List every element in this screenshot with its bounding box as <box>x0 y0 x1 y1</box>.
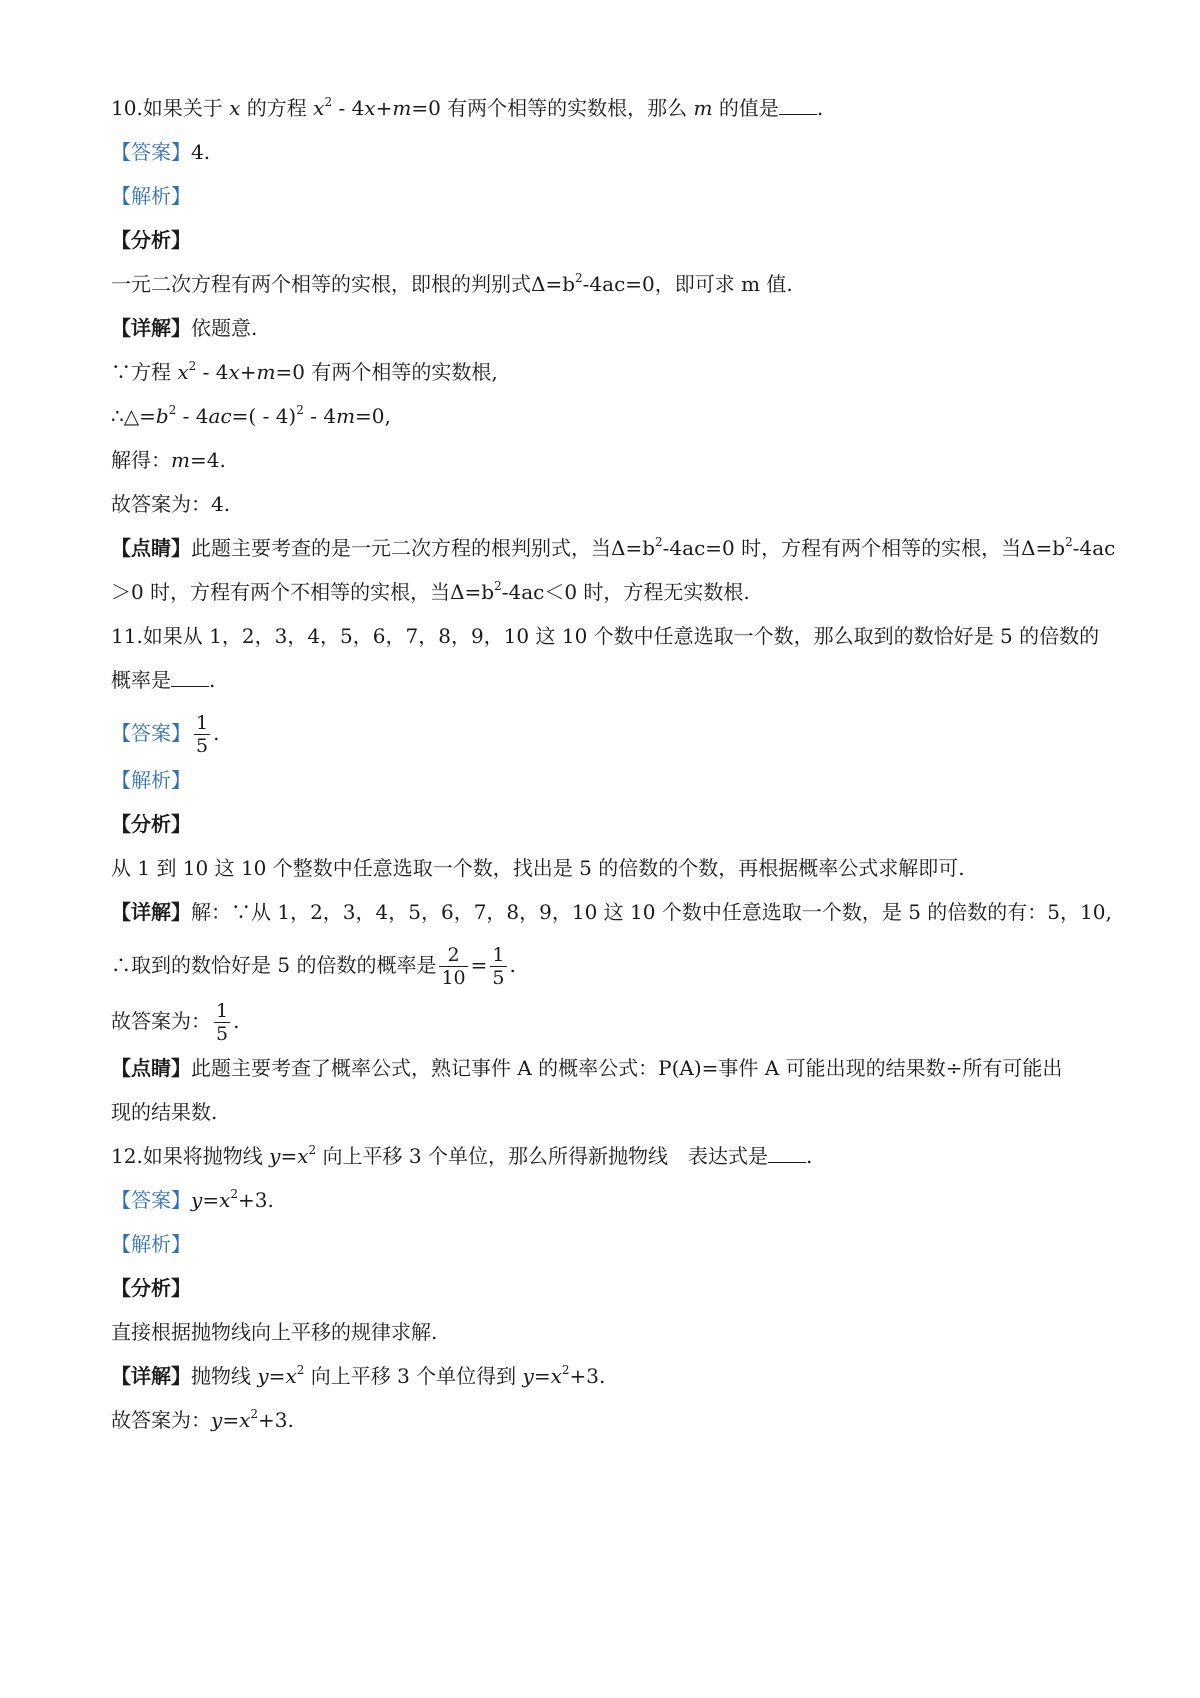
fraction: $\frac{1}{5}$ <box>492 944 505 989</box>
q10-step3: 解得：m=4. <box>111 448 226 472</box>
q11-detail: 【详解】解：∵从 1，2，3，4，5，6，7，8，9，10 这 10 个数中任意选取一个数，是 5 的倍数的有：5，10, <box>111 900 1112 924</box>
answer-blank <box>768 1144 806 1163</box>
q12-final: 故答案为：$y=x^2+3$. <box>111 1407 294 1432</box>
q10-comment-line2: ＞0 时，方程有两个不相等的实根，当$\Delta=b^2-4ac<0$ 时，方程无实数根. <box>111 579 750 604</box>
q12-analysis-label: 【解析】 <box>111 1232 191 1256</box>
q11-question-line2: 概率是 . <box>111 668 216 692</box>
fraction: $\frac{2}{10}$ <box>441 944 466 989</box>
q11-question-line1: 11.如果从 1，2，3，4，5，6，7，8，9，10 这 10 个数中任意选取一个数，那么取到的数恰好是 5 的倍数的 <box>111 624 1100 648</box>
q11-comment-line2: 现的结果数. <box>111 1100 218 1124</box>
q11-answer: 【答案】 $\frac{1}{5}$ . <box>111 712 220 757</box>
q12-detail: 【详解】抛物线 $y=x^2$ 向上平移 3 个单位得到 $y=x^2+3$. <box>111 1363 606 1388</box>
q12-answer: 【答案】$y=x^2+3$. <box>111 1187 274 1212</box>
q11-analysis-label: 【解析】 <box>111 768 191 792</box>
q11-comment-line1: 【点睛】此题主要考查了概率公式，熟记事件 A 的概率公式：P(A)=事件 A 可能出现的结果数÷所有可能出 <box>111 1056 1063 1080</box>
q11-final: 故答案为： $\frac{1}{5}$ . <box>111 1000 240 1045</box>
fraction: $\frac{1}{5}$ <box>216 1000 229 1045</box>
q11-step1: ∴取到的数恰好是 5 的倍数的概率是 $\frac{2}{10}$ = $\frac{1}{5}$ . <box>111 944 516 989</box>
answer-fraction: $\frac{1}{5}$ <box>196 712 209 757</box>
q12-question: 12.如果将抛物线 $y=x^2$ 向上平移 3 个单位，那么所得新抛物线 表达式是 . <box>111 1143 813 1168</box>
q11-fenxi-text: 从 1 到 10 这 10 个整数中任意选取一个数，找出是 5 的倍数的个数，再根据概率公式求解即可. <box>111 856 965 880</box>
q10-step1: ∵方程 $x^2 - 4x+m=0$ 有两个相等的实数根, <box>111 359 498 384</box>
q10-analysis-label: 【解析】 <box>111 184 191 208</box>
q12-fenxi-label: 【分析】 <box>111 1276 191 1300</box>
q10-question: 10.如果关于 x 的方程 $x^2 - 4x+m=0$ 有两个相等的实数根，那么 m 的值是 . <box>111 95 824 120</box>
answer-blank <box>171 668 209 687</box>
q11-fenxi-label: 【分析】 <box>111 812 191 836</box>
answer-blank <box>779 96 817 115</box>
q10-comment-line1: 【点睛】此题主要考查的是一元二次方程的根判别式，当$\Delta=b^2-4ac=0$ 时，方程有两个相等的实根，当$\Delta=b^2-4ac$ <box>111 535 1116 560</box>
q10-step2: $\therefore\triangle=b^2 - 4ac=( - 4)^2 - 4m=0$, <box>111 403 391 428</box>
q10-fenxi-label: 【分析】 <box>111 228 191 252</box>
q12-fenxi-text: 直接根据抛物线向上平移的规律求解. <box>111 1320 438 1344</box>
q10-fenxi-text: 一元二次方程有两个相等的实根，即根的判别式$\Delta=b^2-4ac=0$，即可求 m 值. <box>111 271 793 296</box>
q10-answer: 【答案】4. <box>111 140 211 164</box>
q10-detail: 【详解】依题意. <box>111 316 258 340</box>
q10-final: 故答案为：4. <box>111 492 231 516</box>
